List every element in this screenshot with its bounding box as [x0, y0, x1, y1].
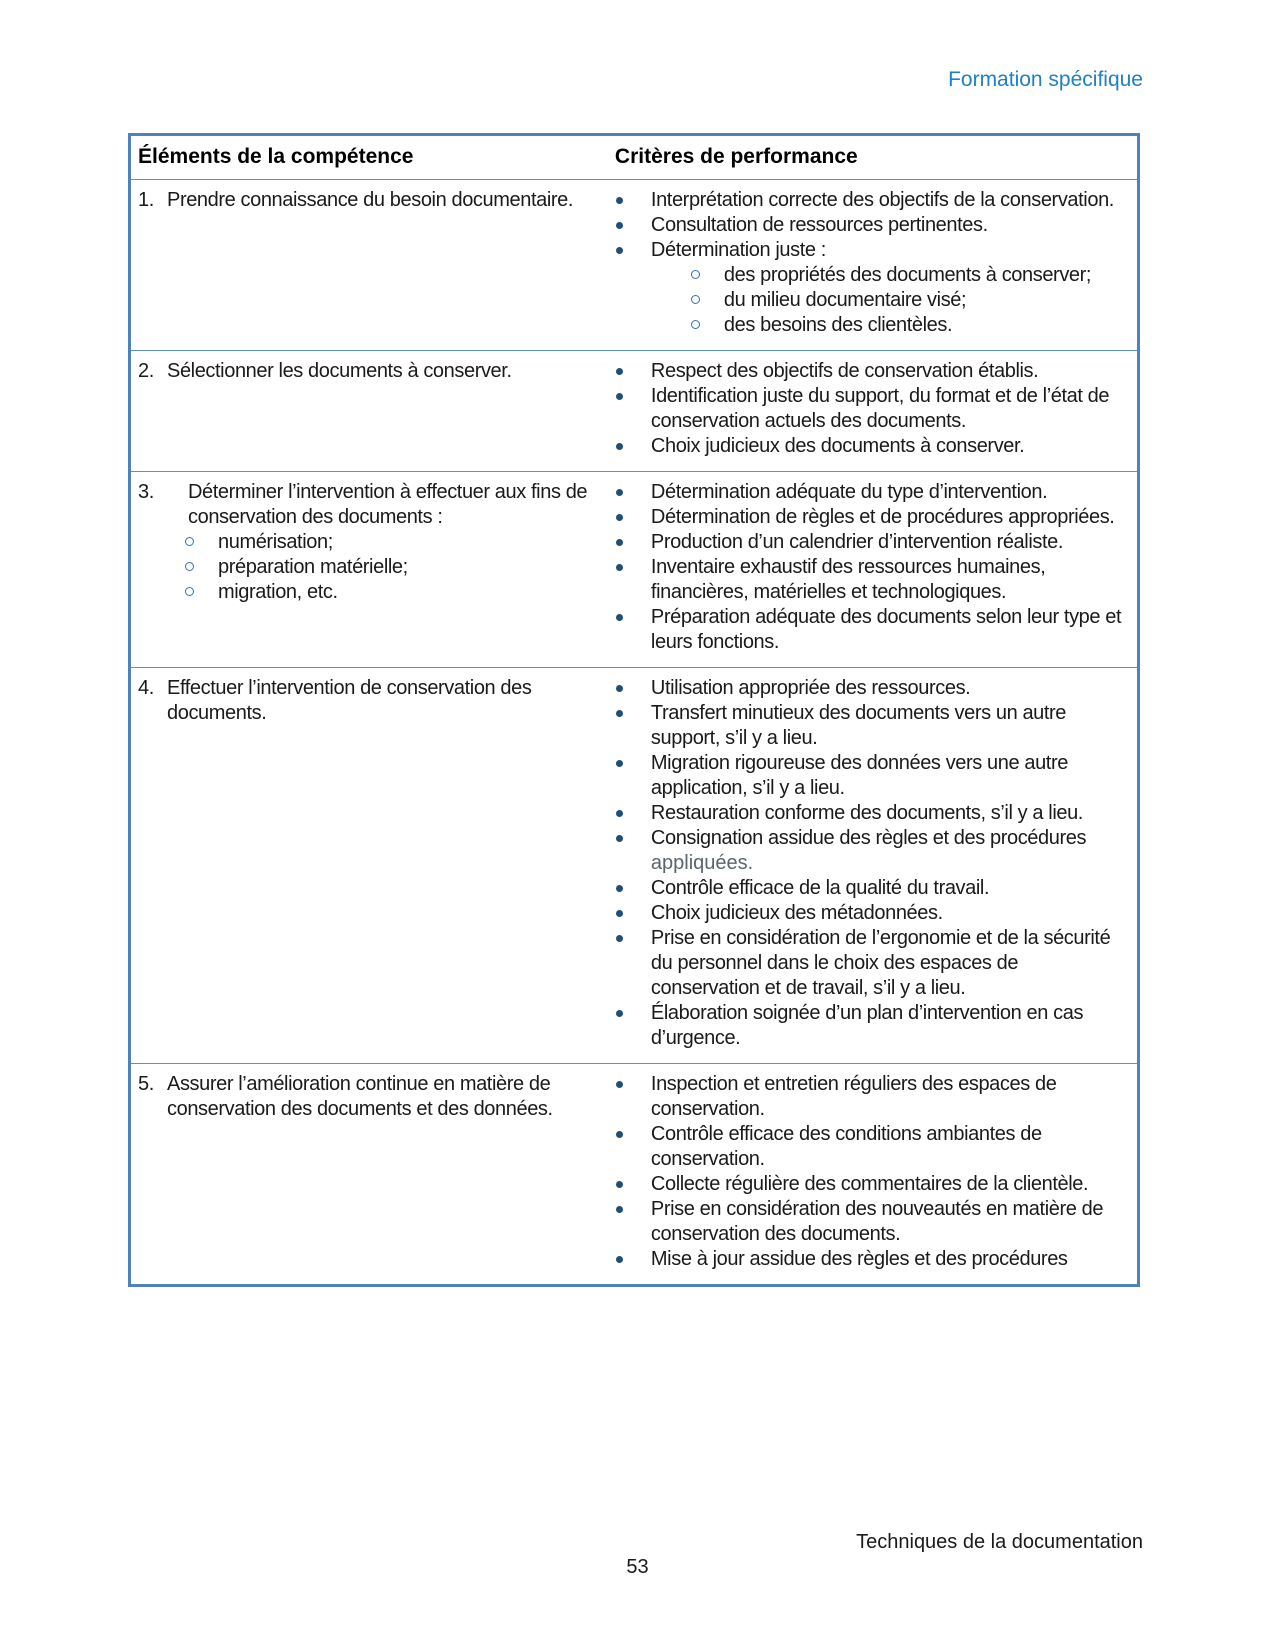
- criterion-item: [615, 1072, 1127, 1122]
- table-row: [130, 668, 1139, 1064]
- criteria-cell: [610, 668, 1139, 1064]
- criterion-label: Migration rigoureuse des données vers une autre application, s’il y a lieu.: [650, 752, 1068, 799]
- dot-bullet-icon: [616, 514, 623, 521]
- circle-bullet-icon: [691, 320, 700, 329]
- element-text: [138, 359, 600, 384]
- criterion-label: Prise en considération de l’ergonomie et de la sécurité du personnel dans le choix des espaces de conservation et de travail, s’il y a lieu.: [650, 927, 1111, 999]
- criterion-item: [615, 384, 1127, 434]
- page-number: 53: [626, 1556, 649, 1578]
- criterion-sub-label: des propriétés des documents à conserver;: [723, 264, 1092, 286]
- dot-bullet-icon: [616, 393, 623, 400]
- dot-bullet-icon: [616, 222, 623, 229]
- criterion-sub-label: du milieu documentaire visé;: [723, 289, 967, 311]
- criterion-item: [615, 901, 1127, 926]
- criterion-item: [615, 505, 1127, 530]
- criterion-label: Respect des objectifs de conservation établis.: [650, 360, 1039, 382]
- criterion-label: Production d’un calendrier d’intervention réaliste.: [650, 531, 1063, 553]
- element-sub-item: [185, 530, 600, 555]
- criterion-item: [615, 801, 1127, 826]
- criterion-item: [615, 751, 1127, 801]
- dot-bullet-icon: [616, 489, 623, 496]
- element-text: [138, 1072, 600, 1122]
- criterion-label: Prise en considération des nouveautés en matière de conservation des documents.: [650, 1198, 1104, 1245]
- criterion-label: Détermination juste :: [650, 239, 826, 261]
- dot-bullet-icon: [616, 810, 623, 817]
- element-text: [138, 676, 600, 726]
- dot-bullet-icon: [616, 910, 623, 917]
- circle-bullet-icon: [185, 587, 194, 596]
- element-sub-label: migration, etc.: [218, 581, 338, 603]
- criterion-label: Choix judicieux des métadonnées.: [650, 902, 943, 924]
- circle-bullet-icon: [185, 562, 194, 571]
- dot-bullet-icon: [616, 614, 623, 621]
- criterion-sub-item: [691, 263, 1127, 288]
- table-header-row: [130, 135, 1139, 180]
- element-label: Effectuer l’intervention de conservation des documents.: [167, 677, 532, 724]
- criterion-item: [615, 1172, 1127, 1197]
- element-number: 2.: [138, 360, 154, 382]
- dot-bullet-icon: [616, 1010, 623, 1017]
- criterion-sub-label: des besoins des clientèles.: [723, 314, 953, 336]
- criterion-label: Détermination de règles et de procédures appropriées.: [650, 506, 1115, 528]
- table-body: [130, 180, 1139, 1286]
- element-sub-label: préparation matérielle;: [218, 556, 408, 578]
- dot-bullet-icon: [616, 564, 623, 571]
- criterion-item: [615, 926, 1127, 1001]
- criterion-label: Contrôle efficace de la qualité du travail.: [650, 877, 990, 899]
- page-header-label: Formation spécifique: [948, 68, 1143, 91]
- criterion-item: [615, 213, 1127, 238]
- criterion-item: [615, 530, 1127, 555]
- dot-bullet-icon: [616, 835, 623, 842]
- element-number: 1.: [138, 189, 154, 211]
- element-cell: [130, 1064, 610, 1286]
- criterion-label: Mise à jour assidue des règles et des procédures: [650, 1248, 1068, 1270]
- criterion-label: Élaboration soignée d’un plan d’intervention en cas d’urgence.: [650, 1002, 1084, 1049]
- dot-bullet-icon: [616, 197, 623, 204]
- dot-bullet-icon: [616, 1081, 623, 1088]
- dot-bullet-icon: [616, 539, 623, 546]
- criterion-item: [615, 876, 1127, 901]
- element-cell: [130, 180, 610, 351]
- circle-bullet-icon: [691, 295, 700, 304]
- dot-bullet-icon: [616, 1131, 623, 1138]
- criterion-label: Utilisation appropriée des ressources.: [650, 677, 971, 699]
- criterion-item: [615, 701, 1127, 751]
- circle-bullet-icon: [185, 537, 194, 546]
- element-text: [138, 480, 600, 530]
- criterion-label: Inventaire exhaustif des ressources humaines, financières, matérielles et technologiques.: [650, 556, 1046, 603]
- criterion-label: Inspection et entretien réguliers des espaces de conservation.: [650, 1073, 1057, 1120]
- criterion-label: Consultation de ressources pertinentes.: [650, 214, 988, 236]
- criterion-sub-item: [691, 288, 1127, 313]
- criteria-cell: [610, 180, 1139, 351]
- criteria-cell: [610, 1064, 1139, 1286]
- element-label: Sélectionner les documents à conserver.: [167, 360, 512, 382]
- criterion-label: Contrôle efficace des conditions ambiantes de conservation.: [650, 1123, 1042, 1170]
- dot-bullet-icon: [616, 1181, 623, 1188]
- dot-bullet-icon: [616, 685, 623, 692]
- criteria-cell: [610, 472, 1139, 668]
- dot-bullet-icon: [616, 935, 623, 942]
- criterion-item: [615, 434, 1127, 459]
- criteria-cell: [610, 351, 1139, 472]
- criterion-item: [615, 1247, 1127, 1272]
- element-number: 5.: [138, 1073, 154, 1095]
- criterion-sub-item: [691, 313, 1127, 338]
- circle-bullet-icon: [691, 270, 700, 279]
- dot-bullet-icon: [616, 443, 623, 450]
- criterion-label: Identification juste du support, du format et de l’état de conservation actuels des documents.: [650, 385, 1110, 432]
- criterion-label-light: appliquées.: [650, 852, 754, 874]
- competency-table: [128, 133, 1140, 1287]
- criterion-label: Préparation adéquate des documents selon leur type et leurs fonctions.: [650, 606, 1122, 653]
- element-sub-item: [185, 555, 600, 580]
- criterion-item: [615, 188, 1127, 213]
- criterion-label: Restauration conforme des documents, s’il y a lieu.: [650, 802, 1083, 824]
- criterion-item: [615, 1197, 1127, 1247]
- dot-bullet-icon: [616, 247, 623, 254]
- dot-bullet-icon: [616, 710, 623, 717]
- element-number: 3.: [138, 481, 154, 503]
- element-text: [138, 188, 600, 213]
- criterion-label: Interprétation correcte des objectifs de la conservation.: [650, 189, 1114, 211]
- criterion-label: Choix judicieux des documents à conserver.: [650, 435, 1025, 457]
- element-sub-label: numérisation;: [218, 531, 333, 553]
- criterion-label: Détermination adéquate du type d’intervention.: [650, 481, 1048, 503]
- criterion-item: [615, 676, 1127, 701]
- dot-bullet-icon: [616, 368, 623, 375]
- element-sub-item: [185, 580, 600, 605]
- dot-bullet-icon: [616, 1256, 623, 1263]
- table-row: [130, 472, 1139, 668]
- element-label: Déterminer l’intervention à effectuer aux fins de conservation des documents :: [188, 481, 588, 528]
- criterion-label: Transfert minutieux des documents vers un autre support, s’il y a lieu.: [650, 702, 1067, 749]
- table-row: [130, 180, 1139, 351]
- element-cell: [130, 472, 610, 668]
- table-row: [130, 1064, 1139, 1286]
- table-row: [130, 351, 1139, 472]
- criterion-item: [615, 555, 1127, 605]
- column-header-criteria: Critères de performance: [610, 135, 1139, 180]
- criterion-item: [615, 238, 1127, 263]
- criterion-label: Consignation assidue des règles et des procédures appliquées.: [650, 827, 1087, 874]
- element-cell: [130, 351, 610, 472]
- dot-bullet-icon: [616, 885, 623, 892]
- criterion-item: [615, 1122, 1127, 1172]
- element-label: Assurer l’amélioration continue en matière de conservation des documents et des données.: [167, 1073, 553, 1120]
- element-label: Prendre connaissance du besoin documentaire.: [167, 189, 574, 211]
- dot-bullet-icon: [616, 760, 623, 767]
- criterion-item: [615, 826, 1127, 876]
- element-number: 4.: [138, 677, 154, 699]
- criterion-item: [615, 480, 1127, 505]
- criterion-item: [615, 1001, 1127, 1051]
- column-header-elements: Éléments de la compétence: [130, 135, 610, 180]
- element-cell: [130, 668, 610, 1064]
- criterion-item: [615, 605, 1127, 655]
- dot-bullet-icon: [616, 1206, 623, 1213]
- footer-program-title: Techniques de la documentation: [856, 1531, 1143, 1553]
- criterion-label: Collecte régulière des commentaires de la clientèle.: [650, 1173, 1089, 1195]
- criterion-item: [615, 359, 1127, 384]
